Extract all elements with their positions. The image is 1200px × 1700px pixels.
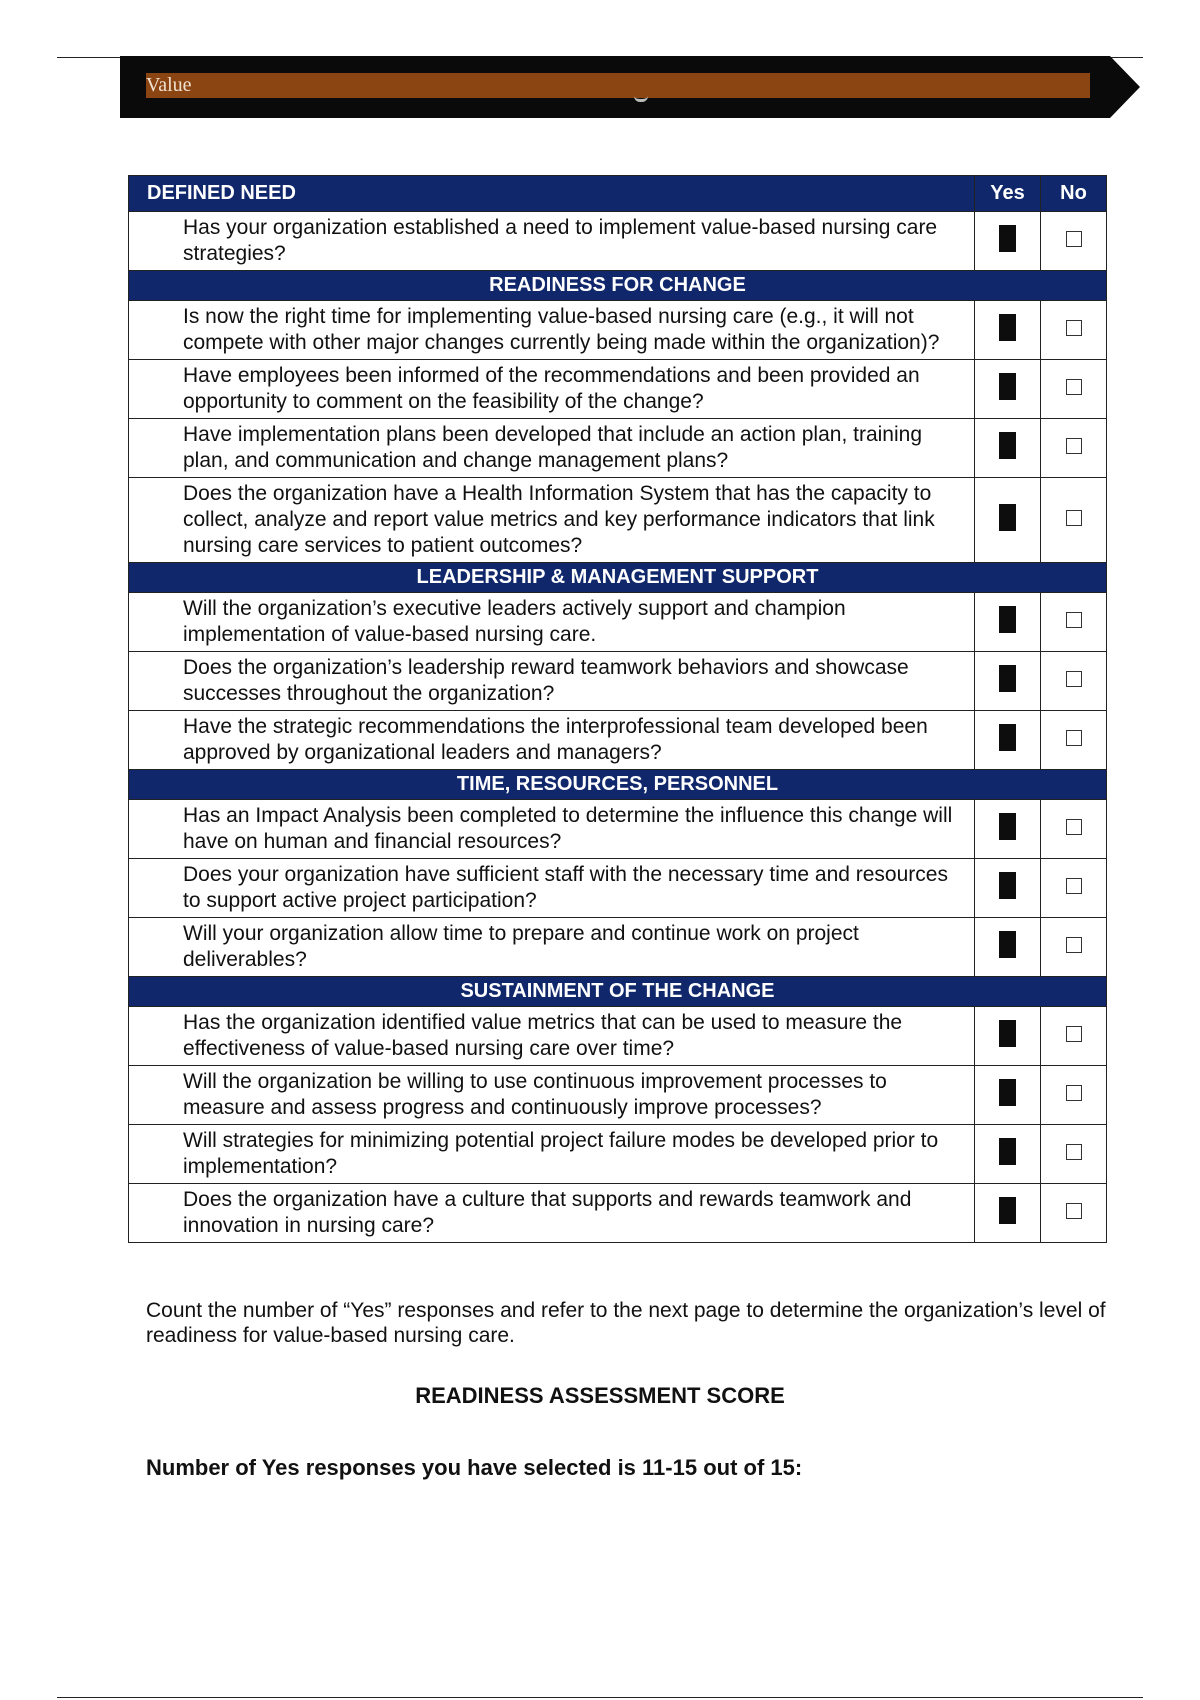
yes-cell: [975, 652, 1041, 711]
no-unchecked-checkbox[interactable]: [1066, 1026, 1082, 1042]
header-no: No: [1041, 176, 1107, 212]
question-text: Will strategies for minimizing potential project failure modes be developed prior to implementation?: [129, 1125, 975, 1184]
question-text: Is now the right time for implementing value-based nursing care (e.g., it will not compete with other major changes currently being made within the organization)?: [129, 301, 975, 360]
no-cell: [1041, 419, 1107, 478]
no-unchecked-checkbox[interactable]: [1066, 510, 1082, 526]
no-unchecked-checkbox[interactable]: [1066, 612, 1082, 628]
question-text: Has the organization identified value metrics that can be used to measure the effectiveness of value-based nursing care over time?: [129, 1007, 975, 1066]
readiness-checklist-table: [128, 175, 1107, 1243]
question-text: Will your organization allow time to prepare and continue work on project deliverables?: [129, 918, 975, 977]
yes-checked-checkbox[interactable]: [999, 665, 1016, 692]
question-row: [129, 478, 1107, 563]
no-unchecked-checkbox[interactable]: [1066, 878, 1082, 894]
no-cell: [1041, 478, 1107, 563]
no-unchecked-checkbox[interactable]: [1066, 379, 1082, 395]
question-row: [129, 301, 1107, 360]
question-text: Will the organization be willing to use continuous improvement processes to measure and assess progress and continuously improve processes?: [129, 1066, 975, 1125]
question-row: [129, 859, 1107, 918]
section-title: READINESS FOR CHANGE: [129, 271, 1107, 301]
section-title: TIME, RESOURCES, PERSONNEL: [129, 770, 1107, 800]
yes-checked-checkbox[interactable]: [999, 813, 1016, 840]
no-cell: [1041, 301, 1107, 360]
no-cell: [1041, 212, 1107, 271]
yes-checked-checkbox[interactable]: [999, 931, 1016, 958]
no-cell: [1041, 593, 1107, 652]
no-cell: [1041, 800, 1107, 859]
question-row: [129, 419, 1107, 478]
section-header-row: [129, 271, 1107, 301]
no-unchecked-checkbox[interactable]: [1066, 1203, 1082, 1219]
section-header-row: [129, 563, 1107, 593]
no-unchecked-checkbox[interactable]: [1066, 671, 1082, 687]
yes-checked-checkbox[interactable]: [999, 373, 1016, 400]
question-text: Have employees been informed of the recommendations and been provided an opportunity to comment on the feasibility of the change?: [129, 360, 975, 419]
score-result-line: Number of Yes responses you have selected is 11-15 out of 15:: [146, 1455, 803, 1480]
question-text: Has an Impact Analysis been completed to determine the influence this change will have on human and financial resources?: [129, 800, 975, 859]
instructions-note: Count the number of “Yes” responses and refer to the next page to determine the organization’s level of readiness for value-based nursing care.: [146, 1299, 1106, 1347]
section-title: SUSTAINMENT OF THE CHANGE: [129, 977, 1107, 1007]
question-text: Does the organization’s leadership reward teamwork behaviors and showcase successes throughout the organization?: [129, 652, 975, 711]
yes-cell: [975, 301, 1041, 360]
score-heading: READINESS ASSESSMENT SCORE: [415, 1383, 785, 1408]
header-yes: Yes: [975, 176, 1041, 212]
yes-checked-checkbox[interactable]: [999, 606, 1016, 633]
no-cell: [1041, 918, 1107, 977]
yes-cell: [975, 800, 1041, 859]
yes-checked-checkbox[interactable]: [999, 1020, 1016, 1047]
question-row: [129, 918, 1107, 977]
question-row: [129, 1066, 1107, 1125]
yes-cell: [975, 1007, 1041, 1066]
question-row: [129, 593, 1107, 652]
section-title: LEADERSHIP & MANAGEMENT SUPPORT: [129, 563, 1107, 593]
yes-checked-checkbox[interactable]: [999, 314, 1016, 341]
yes-checked-checkbox[interactable]: [999, 504, 1016, 531]
yes-cell: [975, 593, 1041, 652]
no-unchecked-checkbox[interactable]: [1066, 320, 1082, 336]
yes-cell: [975, 711, 1041, 770]
no-cell: [1041, 360, 1107, 419]
table-header-row: [129, 176, 1107, 212]
bottom-rule: [57, 1697, 1143, 1698]
question-text: Does the organization have a Health Information System that has the capacity to collect, analyze and report value metrics and key performance indicators that link nursing care services to patient outcomes?: [129, 478, 975, 563]
no-cell: [1041, 1125, 1107, 1184]
yes-checked-checkbox[interactable]: [999, 872, 1016, 899]
no-unchecked-checkbox[interactable]: [1066, 937, 1082, 953]
question-row: [129, 1007, 1107, 1066]
header-defined-need: DEFINED NEED: [129, 176, 975, 212]
header-banner: [120, 56, 1140, 118]
question-text: Does the organization have a culture that supports and rewards teamwork and innovation in nursing care?: [129, 1184, 975, 1243]
yes-cell: [975, 1066, 1041, 1125]
question-text: Does your organization have sufficient staff with the necessary time and resources to support active project participation?: [129, 859, 975, 918]
section-header-row: [129, 977, 1107, 1007]
question-row: [129, 1184, 1107, 1243]
question-text: Will the organization’s executive leaders actively support and champion implementation of value-based nursing care.: [129, 593, 975, 652]
yes-cell: [975, 212, 1041, 271]
question-text: Have implementation plans been developed that include an action plan, training plan, and communication and change management plans?: [129, 419, 975, 478]
question-row: [129, 360, 1107, 419]
banner-arrow-tip: [1110, 56, 1140, 118]
banner-strip: [146, 73, 1090, 98]
question-text: Has your organization established a need to implement value-based nursing care strategies?: [129, 212, 975, 271]
yes-cell: [975, 918, 1041, 977]
banner-label: Value: [146, 74, 192, 96]
yes-checked-checkbox[interactable]: [999, 225, 1016, 252]
no-cell: [1041, 652, 1107, 711]
yes-cell: [975, 360, 1041, 419]
question-row: [129, 1125, 1107, 1184]
no-cell: [1041, 1007, 1107, 1066]
yes-checked-checkbox[interactable]: [999, 1079, 1016, 1106]
question-row: [129, 652, 1107, 711]
question-text: Have the strategic recommendations the interprofessional team developed been approved by organizational leaders and managers?: [129, 711, 975, 770]
no-unchecked-checkbox[interactable]: [1066, 819, 1082, 835]
no-unchecked-checkbox[interactable]: [1066, 438, 1082, 454]
no-unchecked-checkbox[interactable]: [1066, 1144, 1082, 1160]
question-row: [129, 212, 1107, 271]
yes-cell: [975, 859, 1041, 918]
yes-checked-checkbox[interactable]: [999, 724, 1016, 751]
no-cell: [1041, 859, 1107, 918]
no-unchecked-checkbox[interactable]: [1066, 231, 1082, 247]
no-cell: [1041, 1184, 1107, 1243]
question-row: [129, 711, 1107, 770]
no-cell: [1041, 1066, 1107, 1125]
yes-checked-checkbox[interactable]: [999, 1197, 1016, 1224]
no-unchecked-checkbox[interactable]: [1066, 730, 1082, 746]
section-header-row: [129, 770, 1107, 800]
yes-cell: [975, 1125, 1041, 1184]
question-row: [129, 800, 1107, 859]
no-unchecked-checkbox[interactable]: [1066, 1085, 1082, 1101]
yes-checked-checkbox[interactable]: [999, 1138, 1016, 1165]
yes-cell: [975, 478, 1041, 563]
no-cell: [1041, 711, 1107, 770]
yes-cell: [975, 1184, 1041, 1243]
table-body: [129, 212, 1107, 1243]
yes-cell: [975, 419, 1041, 478]
yes-checked-checkbox[interactable]: [999, 432, 1016, 459]
